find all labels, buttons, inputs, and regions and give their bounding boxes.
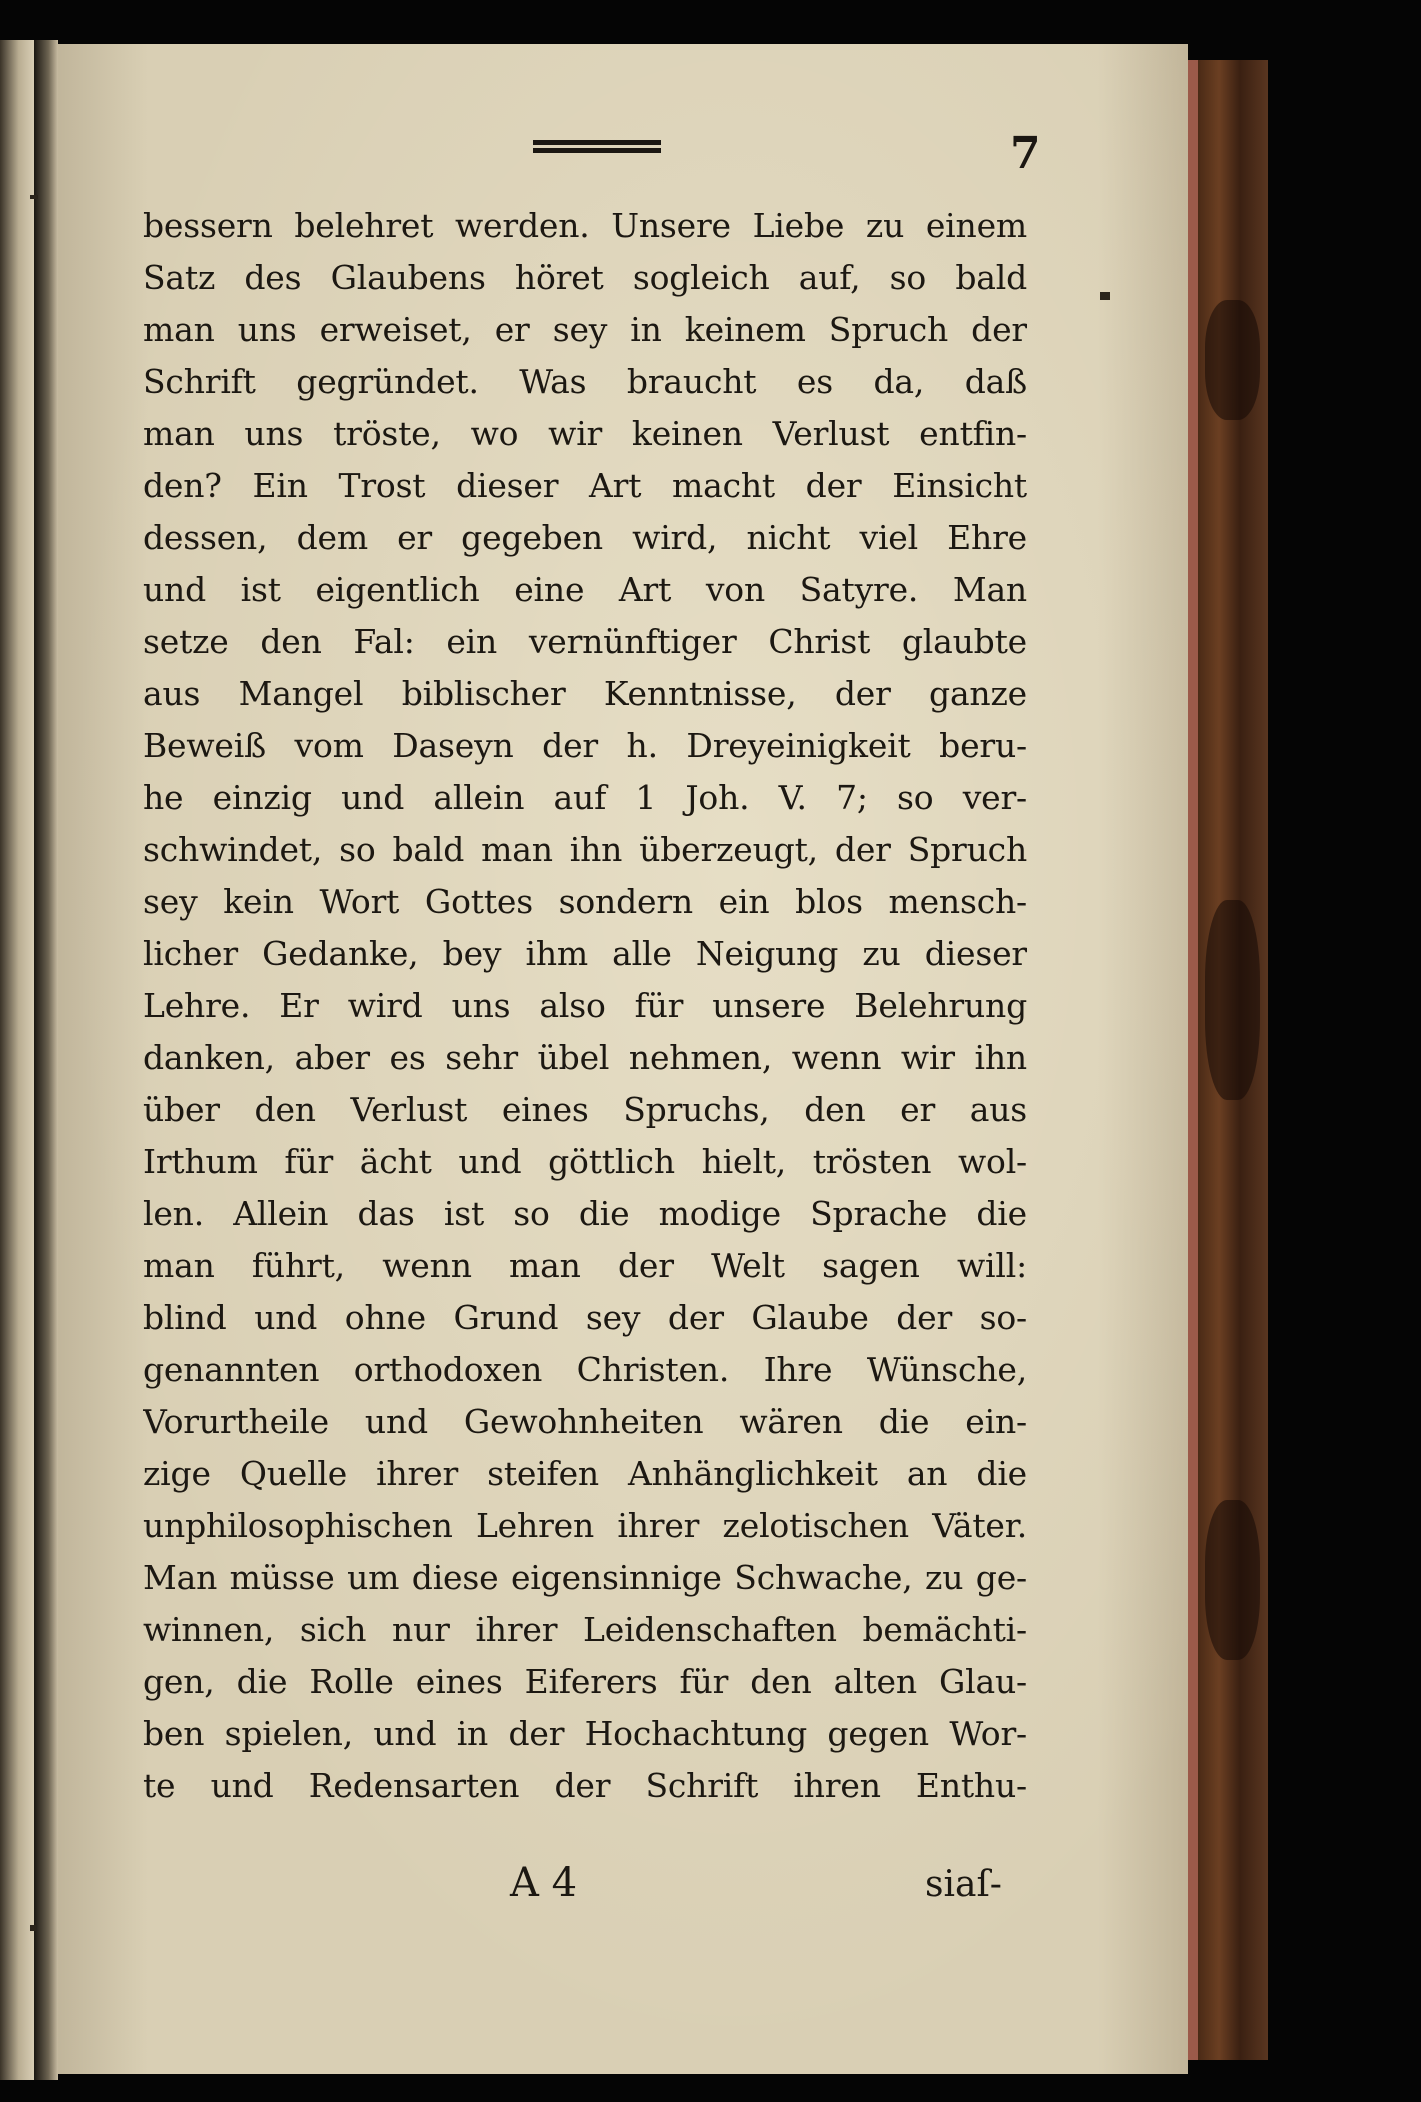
text-line: schwindet, so bald man ihn überzeugt, der Spruch: [143, 830, 1027, 869]
body-text: [143, 200, 1027, 1812]
red-page-edge: [1188, 60, 1198, 2060]
text-line: aus Mangel biblischer Kenntnisse, der ganze: [143, 674, 1027, 713]
rule-line: [533, 140, 661, 145]
margin-speck: [1100, 292, 1110, 300]
text-line: man uns tröste, wo wir keinen Verlust entfin-: [143, 414, 1027, 453]
text-line: Beweiß vom Daseyn der h. Dreyeinigkeit beru-: [143, 726, 1027, 765]
text-line: licher Gedanke, bey ihm alle Neigung zu dieser: [143, 934, 1027, 973]
text-line: unphilosophischen Lehren ihrer zelotischen Väter.: [143, 1506, 1027, 1545]
text-line: gen, die Rolle eines Eiferers für den alten Glau-: [143, 1662, 1027, 1701]
text-line: blind und ohne Grund sey der Glaube der so-: [143, 1298, 1027, 1337]
cover-wear-spot: [1205, 1500, 1260, 1660]
cover-wear-spot: [1205, 300, 1260, 420]
text-line: te und Redensarten der Schrift ihren Enthu-: [143, 1766, 1027, 1805]
text-line: zige Quelle ihrer steifen Anhänglichkeit an die: [143, 1454, 1027, 1493]
text-line: Schrift gegründet. Was braucht es da, daß: [143, 362, 1027, 401]
margin-speck: [30, 195, 38, 199]
text-line: sey kein Wort Gottes sondern ein blos mensch-: [143, 882, 1027, 921]
text-line: Man müsse um diese eigensinnige Schwache, zu ge-: [143, 1558, 1027, 1597]
text-line: und ist eigentlich eine Art von Satyre. Man: [143, 570, 1027, 609]
catchword: siaſ-: [925, 1864, 1002, 1905]
text-line: den? Ein Trost dieser Art macht der Einsicht: [143, 466, 1027, 505]
text-line: he einzig und allein auf 1 Joh. V. 7; so ver-: [143, 778, 1027, 817]
text-line: danken, aber es sehr übel nehmen, wenn wir ihn: [143, 1038, 1027, 1077]
text-line: winnen, sich nur ihrer Leidenschaften bemächti-: [143, 1610, 1027, 1649]
text-line: man führt, wenn man der Welt sagen will:: [143, 1246, 1027, 1285]
rule-line: [533, 148, 661, 153]
text-line: ben spielen, und in der Hochachtung gegen Wor-: [143, 1714, 1027, 1753]
text-line: Lehre. Er wird uns also für unsere Belehrung: [143, 986, 1027, 1025]
cover-wear-spot: [1205, 900, 1260, 1100]
header-double-rule: [533, 140, 661, 154]
page-number: 7: [1010, 128, 1041, 179]
text-line: Vorurtheile und Gewohnheiten wären die ein-: [143, 1402, 1027, 1441]
margin-speck: [30, 1925, 36, 1931]
text-line: über den Verlust eines Spruchs, den er aus: [143, 1090, 1027, 1129]
spine-shadow: [34, 40, 58, 2080]
text-line: setze den Fal: ein vernünftiger Christ glaubte: [143, 622, 1027, 661]
text-line: Irthum für ächt und göttlich hielt, trösten wol-: [143, 1142, 1027, 1181]
text-line: dessen, dem er gegeben wird, nicht viel Ehre: [143, 518, 1027, 557]
text-line: len. Allein das ist so die modige Sprache die: [143, 1194, 1027, 1233]
text-line: genannten orthodoxen Christen. Ihre Wünsche,: [143, 1350, 1027, 1389]
text-line: bessern belehret werden. Unsere Liebe zu einem: [143, 206, 1027, 245]
previous-page-edge: [0, 40, 34, 2080]
text-line: man uns erweiset, er sey in keinem Spruch der: [143, 310, 1027, 349]
signature-mark: A 4: [510, 1860, 578, 1906]
text-line: Satz des Glaubens höret sogleich auf, so bald: [143, 258, 1027, 297]
